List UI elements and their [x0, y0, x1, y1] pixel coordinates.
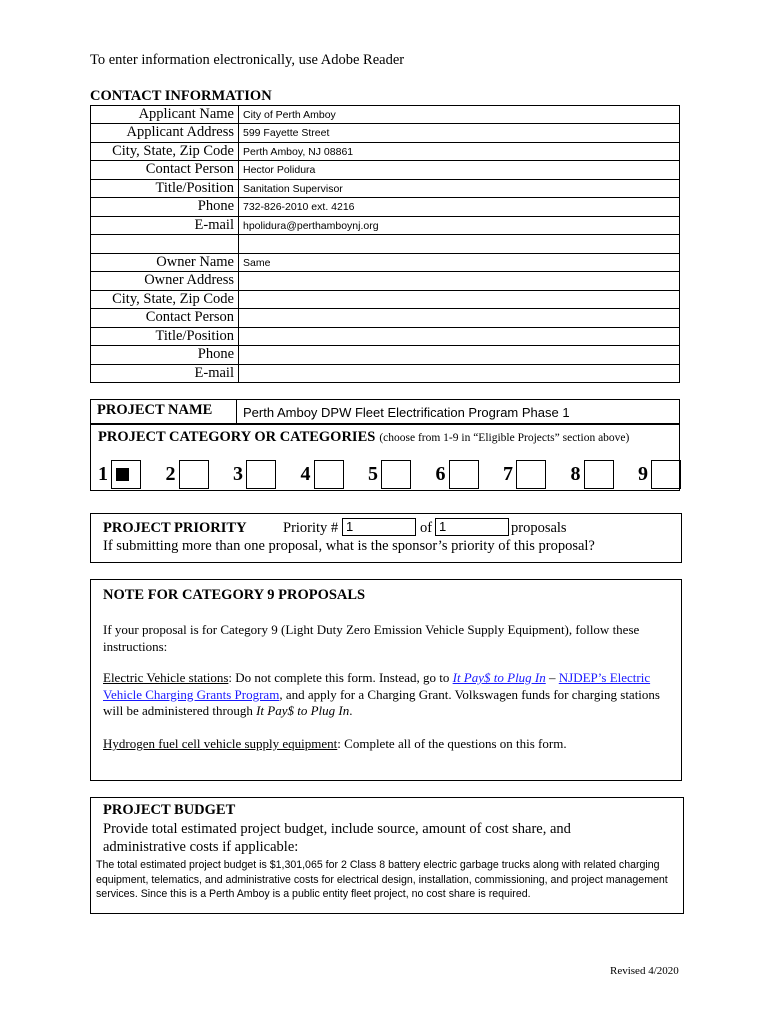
contact-label: Owner Address	[144, 272, 234, 289]
contact-divider	[238, 180, 239, 198]
ev-text-2: , and apply for a Charging Grant. Volkswagen funds for charging stations will be administered through	[103, 686, 660, 718]
ev-end: .	[349, 703, 353, 718]
contact-row	[90, 346, 680, 364]
contact-label: Applicant Address	[126, 124, 234, 141]
ev-label: Electric Vehicle stations	[103, 670, 229, 685]
contact-row	[90, 143, 680, 161]
contact-label: Contact Person	[145, 309, 234, 326]
category-checkbox-8[interactable]	[584, 460, 614, 489]
contact-row	[90, 254, 680, 272]
contact-label: Title/Position	[155, 327, 234, 344]
budget-section	[90, 797, 684, 914]
contact-label: E-mail	[194, 216, 234, 233]
intro-text: To enter information electronically, use Adobe Reader	[90, 52, 405, 68]
contact-value-field[interactable]: 599 Fayette Street	[243, 127, 330, 140]
contact-row	[90, 124, 680, 142]
contact-label: E-mail	[194, 364, 234, 381]
contact-row	[90, 235, 680, 253]
priority-label: PROJECT PRIORITY	[103, 520, 247, 536]
category-number: 6	[435, 463, 446, 485]
contact-row	[90, 365, 680, 383]
category-number: 7	[503, 463, 513, 485]
category-hint: (choose from 1-9 in “Eligible Projects” section above)	[379, 432, 630, 444]
category-checkbox-9[interactable]	[651, 460, 681, 489]
contact-divider	[238, 124, 239, 142]
ev-dash: –	[545, 670, 559, 685]
contact-divider	[238, 106, 239, 124]
category-checkbox-4[interactable]	[314, 460, 344, 489]
note-paragraph: If your proposal is for Category 9 (Light Duty Zero Emission Vehicle Supply Equipment), follow these instructions:	[103, 622, 640, 654]
category-checkbox-7[interactable]	[516, 460, 546, 489]
contact-label: Phone	[197, 346, 234, 363]
contact-table	[90, 105, 680, 383]
contact-row	[90, 106, 680, 124]
contact-value-field[interactable]: Same	[243, 256, 271, 269]
contact-divider	[238, 309, 239, 327]
contact-row	[90, 198, 680, 216]
contact-divider	[238, 365, 239, 383]
contact-divider	[238, 328, 239, 346]
proposals-label: proposals	[511, 520, 567, 536]
contact-heading: CONTACT INFORMATION	[90, 88, 272, 104]
ev-paragraph	[103, 670, 668, 720]
category-number: 5	[368, 463, 378, 485]
contact-value-field[interactable]: Perth Amboy, NJ 08861	[243, 145, 354, 158]
contact-divider	[238, 235, 239, 253]
contact-row	[90, 291, 680, 309]
contact-row	[90, 180, 680, 198]
contact-label: Contact Person	[145, 161, 234, 178]
contact-value-field[interactable]: Sanitation Supervisor	[243, 182, 343, 195]
budget-answer-field[interactable]: The total estimated project budget is $1,301,065 for 2 Class 8 battery electric garbage trucks along with related charging equipment, telematics, and administrative costs for electrical design, installation, commissioning, and project management services. Since this is a Perth Amboy is a public entity fleet project, no cost share is required.	[96, 859, 668, 900]
category9-note	[90, 579, 682, 781]
contact-label: Title/Position	[155, 179, 234, 196]
category-number: 4	[300, 463, 311, 485]
category-number: 9	[638, 463, 648, 485]
contact-row	[90, 217, 680, 235]
category-label-line	[98, 428, 629, 446]
project-name-field[interactable]: Perth Amboy DPW Fleet Electrification Program Phase 1	[243, 405, 570, 420]
contact-label: Applicant Name	[138, 106, 234, 122]
contact-row	[90, 328, 680, 346]
category-checkbox-1[interactable]	[111, 460, 141, 489]
contact-label: City, State, Zip Code	[112, 142, 234, 159]
contact-value-field[interactable]: 732-826-2010 ext. 4216	[243, 201, 355, 214]
category-number: 1	[98, 463, 108, 485]
contact-label: Owner Name	[156, 253, 234, 270]
category-checkbox-5[interactable]	[381, 460, 411, 489]
category-checkbox-6[interactable]	[449, 460, 479, 489]
project-name-divider	[236, 400, 237, 423]
category-number: 2	[165, 463, 176, 485]
contact-row	[90, 309, 680, 327]
contact-divider	[238, 198, 239, 216]
note-heading: NOTE FOR CATEGORY 9 PROPOSALS	[103, 587, 366, 603]
h2-text: : Complete all of the questions on this form.	[337, 736, 567, 751]
budget-prompt: Provide total estimated project budget, include source, amount of cost share, and administrative costs if applicable:	[103, 821, 571, 855]
contact-row	[90, 161, 680, 179]
priority-question: If submitting more than one proposal, what is the sponsor’s priority of this proposal?	[103, 538, 595, 554]
contact-value-field[interactable]: City of Perth Amboy	[243, 109, 336, 121]
of-label: of	[420, 520, 433, 536]
contact-value-field[interactable]: Hector Polidura	[243, 164, 316, 177]
contact-divider	[238, 272, 239, 290]
contact-divider	[238, 217, 239, 235]
priority-input[interactable]: 1	[342, 518, 416, 536]
h2-label: Hydrogen fuel cell vehicle supply equipment	[103, 736, 338, 751]
contact-value-field[interactable]: hpolidura@perthamboynj.org	[243, 219, 379, 232]
ev-text-1: : Do not complete this form. Instead, go to	[228, 670, 453, 685]
h2-paragraph	[103, 736, 567, 753]
contact-divider	[238, 254, 239, 272]
priority-section	[90, 513, 682, 563]
contact-divider	[238, 346, 239, 364]
contact-label: City, State, Zip Code	[112, 290, 234, 307]
it-pays-link[interactable]: It Pay$ to Plug In	[452, 670, 546, 685]
project-name-section	[90, 399, 680, 424]
contact-divider	[238, 291, 239, 309]
njdep-grants-link[interactable]: NJDEP’s Electric Vehicle Charging Grants Program	[103, 670, 651, 702]
category-number: 3	[233, 463, 243, 485]
contact-label: Phone	[197, 198, 234, 215]
proposal-count-input[interactable]: 1	[435, 518, 509, 536]
revision-note: Revised 4/2020	[610, 965, 679, 977]
budget-heading: PROJECT BUDGET	[103, 802, 236, 818]
contact-divider	[238, 143, 239, 161]
category-checkbox-2[interactable]	[179, 460, 209, 489]
priority-prefix: Priority #	[283, 520, 339, 536]
contact-row	[90, 272, 680, 290]
contact-divider	[238, 161, 239, 179]
ev-italic: It Pay$ to Plug In	[256, 703, 350, 718]
project-name-label: PROJECT NAME	[97, 402, 213, 418]
category-number: 8	[570, 463, 581, 485]
checked-mark	[116, 468, 129, 481]
category-checkbox-3[interactable]	[246, 460, 276, 489]
category-label: PROJECT CATEGORY OR CATEGORIES	[98, 429, 376, 445]
